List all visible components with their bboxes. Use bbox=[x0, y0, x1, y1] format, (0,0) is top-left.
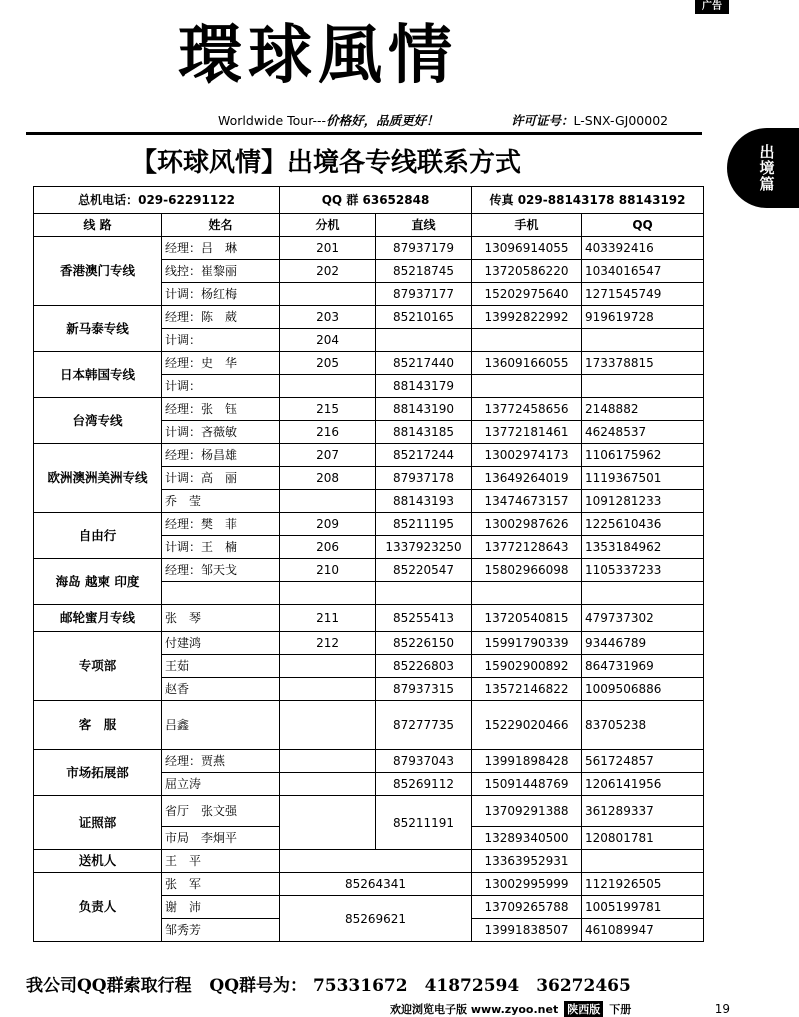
route-cell: 日本韩国专线 bbox=[34, 352, 162, 398]
direct-cell: 85217244 bbox=[376, 444, 472, 467]
name-cell: 乔 莹 bbox=[162, 490, 280, 513]
direct-cell: 87937177 bbox=[376, 283, 472, 306]
name-cell: 张 军 bbox=[162, 873, 280, 896]
direct-cell: 1337923250 bbox=[376, 536, 472, 559]
mobile-cell: 13474673157 bbox=[472, 490, 582, 513]
table-row bbox=[34, 796, 704, 827]
mobile-cell: 13772128643 bbox=[472, 536, 582, 559]
fax: 传真 029-88143178 88143192 bbox=[472, 187, 704, 214]
license-label: 许可证号： bbox=[511, 113, 574, 128]
qq-group: QQ 群 63652848 bbox=[280, 187, 472, 214]
route-cell: 香港澳门专线 bbox=[34, 237, 162, 306]
qq-cell: 561724857 bbox=[582, 750, 704, 773]
ext-cell: 208 bbox=[280, 467, 376, 490]
header-qq: QQ bbox=[582, 214, 704, 237]
table-row bbox=[34, 559, 704, 582]
mobile-cell: 13609166055 bbox=[472, 352, 582, 375]
mobile-cell: 13002995999 bbox=[472, 873, 582, 896]
mobile-cell: 13709291388 bbox=[472, 796, 582, 827]
qq-cell: 361289337 bbox=[582, 796, 704, 827]
table-row bbox=[34, 237, 704, 260]
qq-cell: 1353184962 bbox=[582, 536, 704, 559]
direct-cell: 87937179 bbox=[376, 237, 472, 260]
name-cell: 经理：贾燕 bbox=[162, 750, 280, 773]
ext-cell: 212 bbox=[280, 632, 376, 655]
direct-cell: 85211191 bbox=[376, 796, 472, 850]
qq-cell: 2148882 bbox=[582, 398, 704, 421]
phone-cell: 85264341 bbox=[280, 873, 472, 896]
qq-cell: 120801781 bbox=[582, 827, 704, 850]
license-number bbox=[511, 111, 668, 129]
name-cell: 王茹 bbox=[162, 655, 280, 678]
qq-cell: 83705238 bbox=[582, 701, 704, 750]
table-row bbox=[34, 444, 704, 467]
name-cell: 计调：吝薇敏 bbox=[162, 421, 280, 444]
ext-cell bbox=[280, 678, 376, 701]
contact-table bbox=[33, 186, 704, 942]
qq-cell bbox=[582, 850, 704, 873]
mobile-cell: 13002974173 bbox=[472, 444, 582, 467]
phone-cell bbox=[280, 850, 472, 873]
mobile-cell: 15091448769 bbox=[472, 773, 582, 796]
name-cell: 屈立涛 bbox=[162, 773, 280, 796]
route-cell: 海岛 越柬 印度 bbox=[34, 559, 162, 605]
name-cell: 经理：史 华 bbox=[162, 352, 280, 375]
direct-cell: 88143193 bbox=[376, 490, 472, 513]
qq-cell: 46248537 bbox=[582, 421, 704, 444]
direct-cell: 88143179 bbox=[376, 375, 472, 398]
direct-cell: 85217440 bbox=[376, 352, 472, 375]
direct-cell: 88143185 bbox=[376, 421, 472, 444]
ext-cell bbox=[280, 773, 376, 796]
direct-cell: 85226150 bbox=[376, 632, 472, 655]
page-number: 19 bbox=[714, 1001, 730, 1016]
header-ext: 分机 bbox=[280, 214, 376, 237]
route-cell: 市场拓展部 bbox=[34, 750, 162, 796]
mobile-cell: 15902900892 bbox=[472, 655, 582, 678]
ext-cell bbox=[280, 655, 376, 678]
ext-cell bbox=[280, 796, 376, 850]
mobile-cell: 13363952931 bbox=[472, 850, 582, 873]
header-name: 姓名 bbox=[162, 214, 280, 237]
route-cell: 自由行 bbox=[34, 513, 162, 559]
name-cell: 谢 沛 bbox=[162, 896, 280, 919]
route-cell: 新马泰专线 bbox=[34, 306, 162, 352]
qq-cell: 461089947 bbox=[582, 919, 704, 942]
name-cell: 计调：杨红梅 bbox=[162, 283, 280, 306]
table-row bbox=[34, 306, 704, 329]
ext-cell: 211 bbox=[280, 605, 376, 632]
direct-cell: 87937043 bbox=[376, 750, 472, 773]
name-cell: 市局 李炯平 bbox=[162, 827, 280, 850]
mobile-cell bbox=[472, 329, 582, 352]
table-row bbox=[34, 750, 704, 773]
phone-cell: 85269621 bbox=[280, 896, 472, 942]
direct-cell: 85269112 bbox=[376, 773, 472, 796]
qq-cell: 864731969 bbox=[582, 655, 704, 678]
mobile-cell: 13709265788 bbox=[472, 896, 582, 919]
name-cell: 计调： bbox=[162, 375, 280, 398]
mobile-cell: 13991898428 bbox=[472, 750, 582, 773]
qq-group-promo bbox=[26, 971, 631, 996]
route-cell: 台湾专线 bbox=[34, 398, 162, 444]
mobile-cell: 13991838507 bbox=[472, 919, 582, 942]
page-title: 【环球风情】出境各专线联系方式 bbox=[131, 148, 522, 178]
ext-cell: 206 bbox=[280, 536, 376, 559]
name-cell: 经理：吕 琳 bbox=[162, 237, 280, 260]
table-row bbox=[34, 632, 704, 655]
name-cell: 邹秀芳 bbox=[162, 919, 280, 942]
qq-cell: 1206141956 bbox=[582, 773, 704, 796]
header-divider bbox=[26, 132, 702, 135]
ext-cell bbox=[280, 582, 376, 605]
route-cell: 邮轮蜜月专线 bbox=[34, 605, 162, 632]
direct-cell: 85255413 bbox=[376, 605, 472, 632]
ext-cell: 209 bbox=[280, 513, 376, 536]
ext-cell: 205 bbox=[280, 352, 376, 375]
mobile-cell bbox=[472, 582, 582, 605]
table-header bbox=[34, 214, 704, 237]
route-cell: 欧洲澳洲美洲专线 bbox=[34, 444, 162, 513]
qq-cell: 1119367501 bbox=[582, 467, 704, 490]
mobile-cell: 15991790339 bbox=[472, 632, 582, 655]
name-cell: 线控：崔黎丽 bbox=[162, 260, 280, 283]
ext-cell: 204 bbox=[280, 329, 376, 352]
volume-label: 下册 bbox=[609, 1002, 632, 1016]
qq-cell: 403392416 bbox=[582, 237, 704, 260]
route-cell: 证照部 bbox=[34, 796, 162, 850]
mobile-cell: 13772181461 bbox=[472, 421, 582, 444]
qq-cell: 173378815 bbox=[582, 352, 704, 375]
table-row bbox=[34, 605, 704, 632]
route-cell: 客 服 bbox=[34, 701, 162, 750]
qq-cell: 1105337233 bbox=[582, 559, 704, 582]
qq-cell: 1271545749 bbox=[582, 283, 704, 306]
qq-cell: 1009506886 bbox=[582, 678, 704, 701]
ext-cell: 203 bbox=[280, 306, 376, 329]
table-row bbox=[34, 513, 704, 536]
qq-cell: 1121926505 bbox=[582, 873, 704, 896]
direct-cell bbox=[376, 582, 472, 605]
direct-cell: 87937178 bbox=[376, 467, 472, 490]
direct-cell: 87937315 bbox=[376, 678, 472, 701]
ext-cell bbox=[280, 490, 376, 513]
name-cell: 经理：杨昌雄 bbox=[162, 444, 280, 467]
ext-cell bbox=[280, 701, 376, 750]
footer-text: 欢迎浏览电子版 www.zyoo.net bbox=[390, 1002, 559, 1016]
mobile-cell: 13772458656 bbox=[472, 398, 582, 421]
section-tab: 出境篇 bbox=[727, 128, 799, 208]
name-cell bbox=[162, 582, 280, 605]
name-cell: 省厅 张文强 bbox=[162, 796, 280, 827]
mobile-cell: 15202975640 bbox=[472, 283, 582, 306]
page-footer bbox=[390, 1000, 730, 1017]
direct-cell bbox=[376, 329, 472, 352]
qq-cell: 479737302 bbox=[582, 605, 704, 632]
ext-cell: 201 bbox=[280, 237, 376, 260]
table-row bbox=[34, 701, 704, 750]
name-cell: 计调：高 丽 bbox=[162, 467, 280, 490]
qq-cell bbox=[582, 582, 704, 605]
promo-label: QQ群号为： bbox=[209, 976, 308, 996]
ext-cell: 215 bbox=[280, 398, 376, 421]
direct-cell: 85211195 bbox=[376, 513, 472, 536]
mobile-cell: 15229020466 bbox=[472, 701, 582, 750]
mobile-cell: 15802966098 bbox=[472, 559, 582, 582]
tagline bbox=[218, 111, 439, 129]
name-cell: 经理：陈 葳 bbox=[162, 306, 280, 329]
header-mobile: 手机 bbox=[472, 214, 582, 237]
ext-cell: 202 bbox=[280, 260, 376, 283]
name-cell: 经理：张 钰 bbox=[162, 398, 280, 421]
main-phone: 总机电话：029-62291122 bbox=[34, 187, 280, 214]
direct-cell: 85218745 bbox=[376, 260, 472, 283]
direct-cell: 85210165 bbox=[376, 306, 472, 329]
mobile-cell bbox=[472, 375, 582, 398]
qq-cell: 919619728 bbox=[582, 306, 704, 329]
promo-text: 我公司QQ群索取行程 bbox=[26, 976, 192, 996]
name-cell: 计调： bbox=[162, 329, 280, 352]
route-cell: 专项部 bbox=[34, 632, 162, 701]
mobile-cell: 13572146822 bbox=[472, 678, 582, 701]
route-cell: 送机人 bbox=[34, 850, 162, 873]
qq-cell bbox=[582, 375, 704, 398]
table-row bbox=[34, 352, 704, 375]
mobile-cell: 13649264019 bbox=[472, 467, 582, 490]
promo-numbers: 75331672 41872594 36272465 bbox=[312, 976, 631, 996]
mobile-cell: 13289340500 bbox=[472, 827, 582, 850]
qq-cell: 1005199781 bbox=[582, 896, 704, 919]
name-cell: 经理：邹天戈 bbox=[162, 559, 280, 582]
ext-cell: 216 bbox=[280, 421, 376, 444]
name-cell: 赵香 bbox=[162, 678, 280, 701]
tagline-slogan: 价格好，品质更好！ bbox=[326, 113, 439, 128]
name-cell: 张 琴 bbox=[162, 605, 280, 632]
name-cell: 经理：樊 菲 bbox=[162, 513, 280, 536]
license-value: L-SNX-GJ00002 bbox=[573, 113, 669, 128]
table-row bbox=[34, 850, 704, 873]
qq-cell bbox=[582, 329, 704, 352]
ext-cell bbox=[280, 375, 376, 398]
table-row bbox=[34, 873, 704, 896]
top-row bbox=[34, 187, 704, 214]
mobile-cell: 13720540815 bbox=[472, 605, 582, 632]
direct-cell: 85226803 bbox=[376, 655, 472, 678]
mobile-cell: 13002987626 bbox=[472, 513, 582, 536]
name-cell: 吕鑫 bbox=[162, 701, 280, 750]
mobile-cell: 13720586220 bbox=[472, 260, 582, 283]
ext-cell bbox=[280, 283, 376, 306]
table-row bbox=[34, 398, 704, 421]
route-cell: 负责人 bbox=[34, 873, 162, 942]
header-direct: 直线 bbox=[376, 214, 472, 237]
qq-cell: 1225610436 bbox=[582, 513, 704, 536]
header-route: 线 路 bbox=[34, 214, 162, 237]
brand-logo: 環球風情 bbox=[178, 18, 458, 93]
qq-cell: 1106175962 bbox=[582, 444, 704, 467]
direct-cell: 87277735 bbox=[376, 701, 472, 750]
ext-cell bbox=[280, 750, 376, 773]
direct-cell: 85220547 bbox=[376, 559, 472, 582]
name-cell: 王 平 bbox=[162, 850, 280, 873]
name-cell: 计调：王 楠 bbox=[162, 536, 280, 559]
qq-cell: 93446789 bbox=[582, 632, 704, 655]
qq-cell: 1091281233 bbox=[582, 490, 704, 513]
name-cell: 付建鸿 bbox=[162, 632, 280, 655]
ext-cell: 210 bbox=[280, 559, 376, 582]
ad-tag: 广告 bbox=[695, 0, 729, 14]
direct-cell: 88143190 bbox=[376, 398, 472, 421]
mobile-cell: 13096914055 bbox=[472, 237, 582, 260]
mobile-cell: 13992822992 bbox=[472, 306, 582, 329]
qq-cell: 1034016547 bbox=[582, 260, 704, 283]
ext-cell: 207 bbox=[280, 444, 376, 467]
tagline-brand: Worldwide Tour--- bbox=[218, 113, 327, 128]
edition-badge: 陕西版 bbox=[564, 1001, 603, 1017]
